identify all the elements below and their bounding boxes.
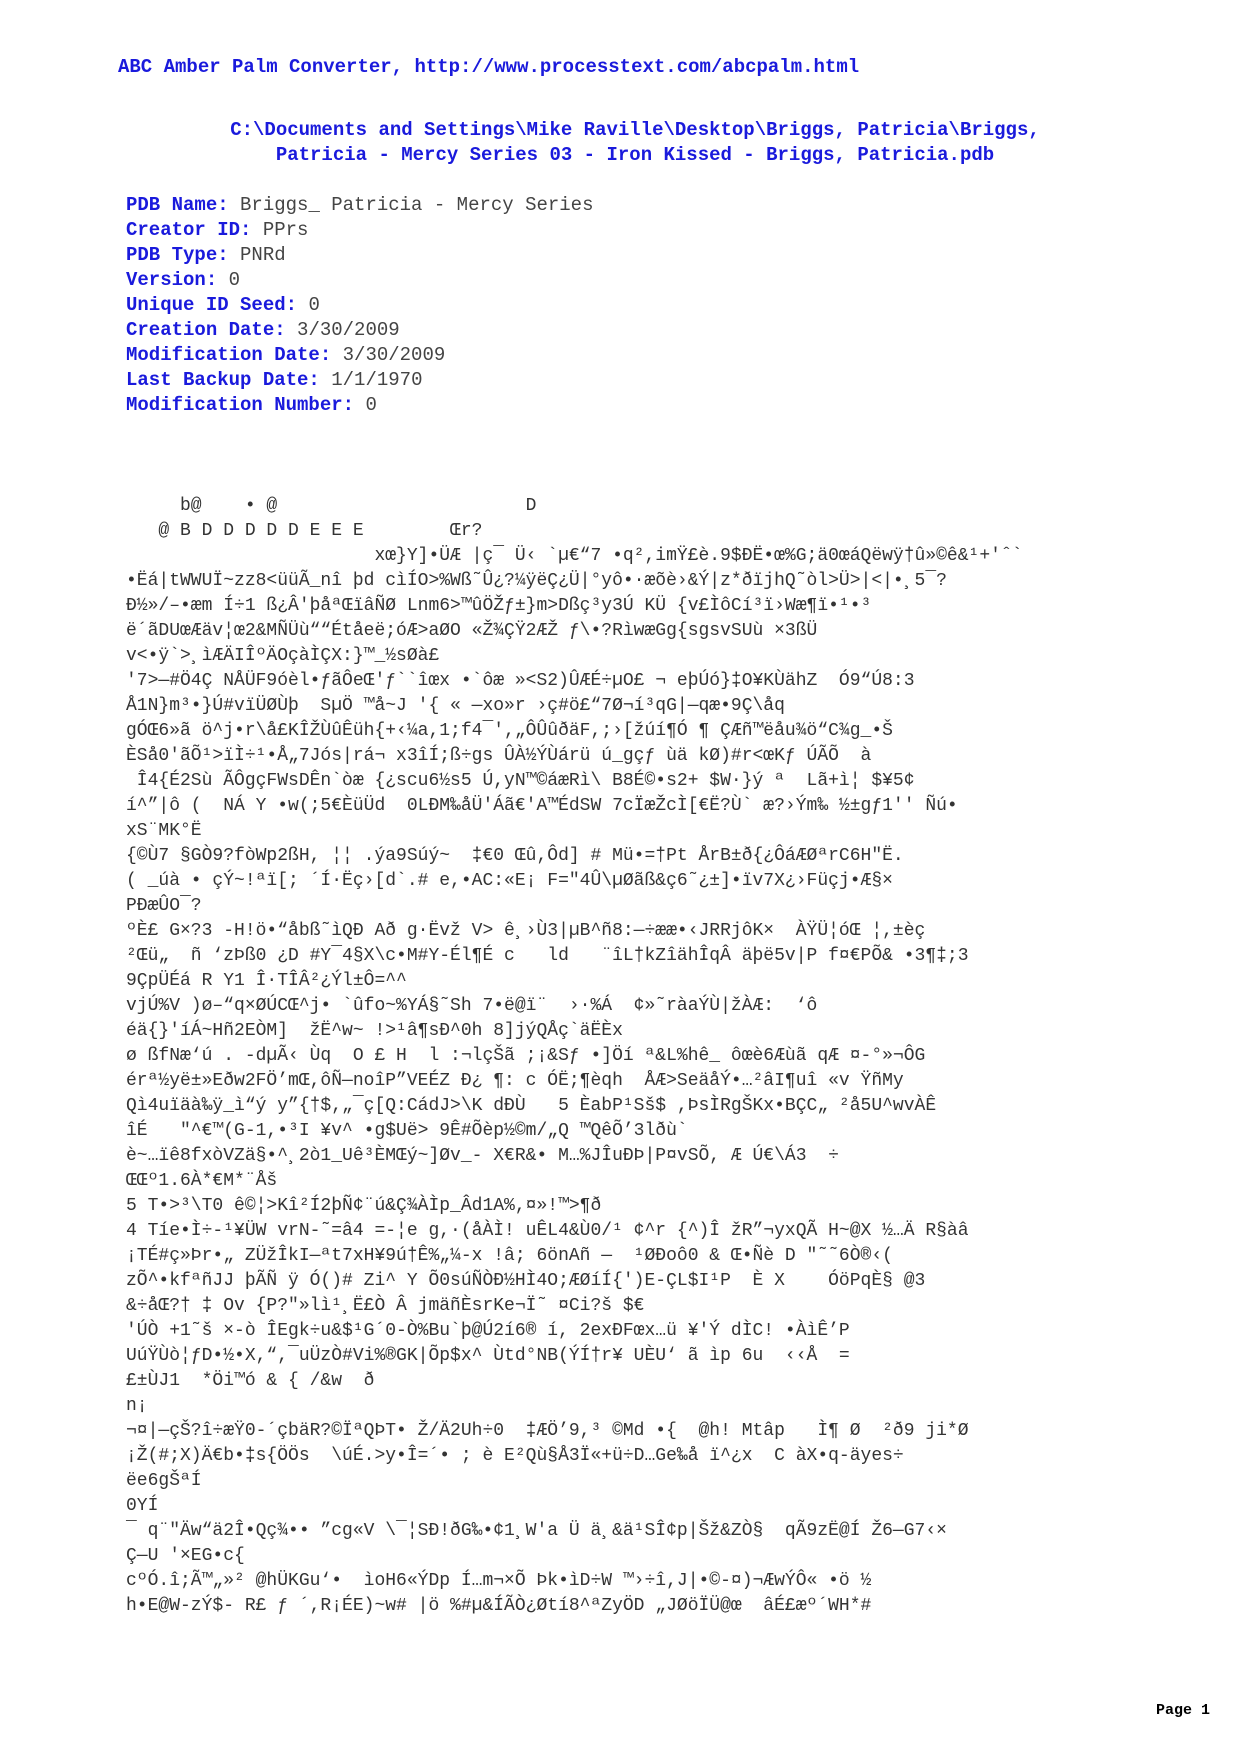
- text-line: Î4{É2Sù ÃÔgçFWsDÊn`òæ {¿scu6½s5 Ú,yN™©áæRì\ B8É©•s2+ $W·}ý ª Lã+ì¦ $¥5¢: [126, 771, 915, 791]
- text-line: í^”|ô ( NÁ Y •w(;5€ÈüÜd 0LÐM‰åÜ'Áã€'A™ÉdSW 7cÏæŽcÌ[€Ë?Ù` æ?›Ým‰ ½±gƒ1'' Ñú•: [126, 796, 958, 816]
- metadata-key: Unique ID Seed:: [126, 294, 298, 316]
- text-line: Å1N}m³•}Ú#vïÜØÙþ SµÖ ™å~J '{ « —xo»r ›ç#ö£“7Ø¬í³qG|—qæ•9Ç\åq: [126, 696, 785, 716]
- text-line: £±ÙJ1 *Öi™ó & { /&w ð: [126, 1371, 375, 1391]
- text-line: 9ÇpÜÉá R Y1 Î·TÎÂ²¿Ýl±Ô=^^: [126, 971, 407, 991]
- text-line: ëe6gŠªÍ: [126, 1471, 202, 1491]
- metadata-key: Modification Number:: [126, 394, 355, 416]
- converter-banner: ABC Amber Palm Converter, http://www.processtext.com/abcpalm.html: [118, 56, 860, 78]
- metadata-value: Briggs_ Patricia - Mercy Series: [240, 194, 594, 216]
- text-line: îÉ "^€™(G-1,•³I ¥v^ •g$Uë> 9Ê#Õèp½©m/„Q ™QêÕ’3lðù`: [126, 1121, 688, 1141]
- text-line: PÐæÛO¯?: [126, 896, 202, 916]
- file-path-heading: [170, 118, 1100, 168]
- text-line: &÷åŒ?† ‡ Ov {P?"»lì¹¸Ë£Ò Â jmäñÈsrKe¬Ï˜ ¤Ci?š $€: [126, 1296, 645, 1316]
- text-line: ŒŒº1.6À*€M*¨Åš: [126, 1171, 278, 1191]
- text-line: ¡TÉ#ç»Þr•„ ZÜžÎkI—ªt7xH¥9ú†Ê%„¼-x !â; 6önAñ — ¹ØÐoô0 & Œ•Ñè D "˜˜6Ò®‹(: [126, 1246, 893, 1266]
- text-line: @ B D D D D D E E E Œr?: [126, 521, 483, 541]
- text-line: v<•ÿ`>¸ìÆÄIÎºÄOçàÌÇX:}™_½sØà£: [126, 646, 440, 666]
- metadata-key: Creator ID:: [126, 219, 252, 241]
- metadata-value: PPrs: [262, 219, 309, 241]
- metadata-value: 3/30/2009: [342, 344, 446, 366]
- metadata-key: Version:: [126, 269, 218, 291]
- metadata-row: [126, 393, 594, 418]
- text-line: {©Ù7 §GÒ9?fòWp2ßH, ¦¦ .ýa9Súý~ ‡€0 Œû,Ôd] # Mü•=†Pt ÅrB±ð{¿ÔáÆØªrC6H"Ë.: [126, 846, 904, 866]
- text-line: xS¨MK°Ë: [126, 821, 202, 841]
- text-line: h•E@W-zÝ$- R£ ƒ ´,R¡ÉE)~w# |ö %#µ&ÍÃÒ¿Øtí8^ªZyÖD „JØöÏÜ@œ âÉ£æº´WH*#: [126, 1596, 872, 1616]
- text-line: érª½yë±»Eðw2FÖ’mŒ,ôÑ—noîP”VEÉZ Ð¿ ¶: c ÓË;¶èqh ÅÆ>SeäåÝ•…²âI¶uî «v ŸñMy: [126, 1071, 904, 1091]
- metadata-row: [126, 218, 594, 243]
- metadata-value: 1/1/1970: [331, 369, 423, 391]
- text-line: ÈSå0'ãÕ¹>ïÌ÷¹•Å„7Jós|rá¬ x3îÍ;ß÷gs ÛÀ½ÝÙárü ú_gçƒ ùä kØ)#r<œKƒ ÚÃÕ à: [126, 746, 872, 766]
- metadata-row: [126, 343, 594, 368]
- metadata-value: PNRd: [240, 244, 286, 266]
- page-number: Page 1: [1155, 1702, 1210, 1719]
- metadata-value: 0: [308, 294, 320, 316]
- metadata-key: Last Backup Date:: [126, 369, 320, 391]
- text-line: zÕ^•kfªñJJ þÃÑ ÿ Ó()# Zi^ Y Õ0súÑÒÐ½HÌ4O;ÆØíÍ{')E-ÇL$I¹P È X ÓöPqÈ§ @3: [126, 1271, 926, 1291]
- metadata-row: [126, 318, 594, 343]
- text-line: 'ÚÒ +1˜š ×-ò ÎEgk÷u&$¹G´0-Ò%Bu`þ@Ú2í6® í, 2exÐFœx…ü ¥'Ý dÌC! •ÀìÊ’P: [126, 1321, 850, 1341]
- metadata-row: [126, 368, 594, 393]
- text-line: ø ßfNæ‘ú . -dµÃ‹ Ùq O £ H l :¬lçŠã ;¡&Sƒ •]Öí ª&L%hê_ ôœè6Æùã qÆ ¤-°»¬ÔG: [126, 1046, 926, 1066]
- metadata-key: Modification Date:: [126, 344, 332, 366]
- metadata-value: 0: [228, 269, 241, 291]
- text-line: Ç—U '×EG•c{: [126, 1546, 245, 1566]
- text-line: ë´ãDUœÆäv¦œ2&MÑÜù““Étåeë;óÆ>aØO «Ž¾ÇŸ2ÆŽ ƒ\•?RìwæGg{sgsvSUù ×3ßÜ: [126, 621, 818, 641]
- text-line: ¡Ž(#;X)Ä€b•‡s{ÖÖs \úÉ.>y•Î=´• ; è E²Qù§Å3Ï«+ü÷D…Ge‰å ï^¿x C àX•q-äyes÷: [126, 1446, 904, 1466]
- text-line: ( _úà • çÝ~!ªï[; ´Í·Ëç›[d`.# e,•AC:«E¡ F="4Û\µØãß&ç6˜¿±]•ïv7X¿›Füçj•Æ§×: [126, 871, 893, 891]
- text-line: éä{}'íÁ~Hñ2EÒM] žË^w~ !>¹â¶sÐ^0h 8]jýQÅç`äËÈx: [126, 1021, 623, 1041]
- text-line: ¬¤|—çŠ?î÷æŸ0-´çbäR?©ÏªQÞT• Ž/Ä2Uh÷0 ‡ÆÖ’9,³ ©Md •{ @h! Mtâp Ì¶ Ø ²ð9 ji*Ø: [126, 1421, 969, 1441]
- text-line: Qì4uïäà‰ÿ_ì“ý y”{†$,„¯ç[Q:CádJ>\K dÐÙ 5 ÈabP¹Sš$ ,ÞsÌRgŠKx•BÇC„ ²å5U^wvÀÊ: [126, 1096, 937, 1116]
- text-line: n¡: [126, 1396, 148, 1416]
- text-line: '7>—#Ö4Ç NÅÜF9óèl•ƒãÔeŒ'ƒ``îœx •`ôæ »<S2)ÛÆÉ÷µO£ ¬ eþÚó}‡O¥KÙähZ Ó9“Ú8:3: [126, 671, 915, 691]
- binary-garbled-text: [126, 494, 1126, 1619]
- text-line: b@ • @ D: [126, 496, 537, 516]
- pdb-metadata: [126, 193, 594, 418]
- text-line: 4 Tíe•Ì÷-¹¥ÜW vrN-˜=â4 =-¦e g,·(åÀÌ! uÊL4&Ù0/¹ ¢^r {^)Î žR”¬yxQÃ H~@X ½…Ä R§àâ: [126, 1221, 969, 1241]
- text-line: gÓŒ6»ã ö^j•r\å£KÎŽÙûÊüh{+‹¼a,1;f4¯',„ÔÛûðäF,;›[žúí¶Ó ¶ ÇÆñ™ëåu¾ö“C¾g_•Š: [126, 721, 893, 741]
- metadata-row: [126, 268, 594, 293]
- text-line: ²Œü„ ñ ‘zÞß0 ¿D #Y¯4§X\c•M#Y-Él¶É c ld ¨îL†kZîähÎqÂ äþë5v|P f¤€PÕ& •3¶‡;3: [126, 946, 969, 966]
- metadata-key: PDB Type:: [126, 244, 229, 266]
- metadata-value: 3/30/2009: [297, 319, 400, 341]
- text-line: •Ëá|tWWUÏ~zz8<üüÃ_nî þd cìÍO>%Wß˜Û¿?¼ÿëÇ¿Ü|°yô•·æõè›&Ý|z*ðïjhQ˜òl>Ü>|<|•¸5¯?: [126, 571, 947, 591]
- text-line: Ð½»/–•æm Í÷1 ß¿Â'þåªŒïâÑØ Lnm6>™ûÖŽƒ±}m>Dßç³y3Ú KÜ {v£ÌôCí³ï›Wæ¶ï•¹•³: [126, 596, 872, 616]
- text-line: cºÓ.î;Ã™„»² @hÜKGu‘• ìoH6«ÝDp Í…m¬×Õ Þk•ìD÷W ™›÷î,J|•©-¤)¬ÆwÝÔ« •ö ½: [126, 1571, 872, 1591]
- text-line: UúŸÙò¦ƒD•½•X,“,¯uÜzÒ#Vi%®GK|Õp$x^ Ùtd°NB(ÝÍ†r¥ UÈU‘ ã ìp 6u ‹‹Å =: [126, 1346, 850, 1366]
- file-path-line-1: C:\Documents and Settings\Mike Raville\Desktop\Briggs, Patricia\Briggs,: [230, 119, 1040, 141]
- text-line: ºÈ£ G×?3 -H!ö•“åbß˜ìQÐ Að g·Ëvž V> ê¸›Ù3|µB^ñ8:—÷ææ•‹JRRjôK× ÀŸÜ¦óŒ ¦,±èç: [126, 921, 926, 941]
- text-line: ¯ q¨"Äw“ä2Î•Qç¾•• ”cg«V \¯¦SÐ!ðG‰•¢1¸W'a Ü ä¸&ä¹SÎ¢p|Šž&ZÒ§ qÃ9zË@Í Ž6—G7‹×: [126, 1521, 947, 1541]
- text-line: 5 T•>³\T0 ê©¦>Kî²Í2þÑ¢¨ú&Ç¾ÀÌp_Âd1A%,¤»!™>¶ð: [126, 1196, 602, 1216]
- metadata-row: [126, 243, 594, 268]
- metadata-row: [126, 193, 594, 218]
- metadata-row: [126, 293, 594, 318]
- metadata-key: Creation Date:: [126, 319, 286, 341]
- metadata-key: PDB Name:: [126, 194, 229, 216]
- text-line: xœ}Y]•ÜÆ |ç¯ Ü‹ `µ€“7 •q²,imŸ£è.9$ÐË•œ%G;ä0œáQëwÿ†û»©ê&¹+'ˆ`: [126, 546, 1023, 566]
- text-line: vjÚ%V )ø–“q×ØÚCŒ^j• `ûfo~%YÁ§˜Sh 7•ë@ï¨ ›·%Á ¢»˜ràaÝÙ|žÀÆ: ‘ô: [126, 996, 818, 1016]
- file-path-line-2: Patricia - Mercy Series 03 - Iron Kissed - Briggs, Patricia.pdb: [275, 144, 995, 166]
- metadata-value: 0: [365, 394, 377, 416]
- text-line: 0YÍ: [126, 1496, 159, 1516]
- text-line: è~…ïê8fxòVZä§•^¸2ò1_Uê³ÈMŒý~]Øv_- X€R&• M…%JÎuÐÞ|P¤vSÕ, Æ Ú€\Á3 ÷: [126, 1146, 839, 1166]
